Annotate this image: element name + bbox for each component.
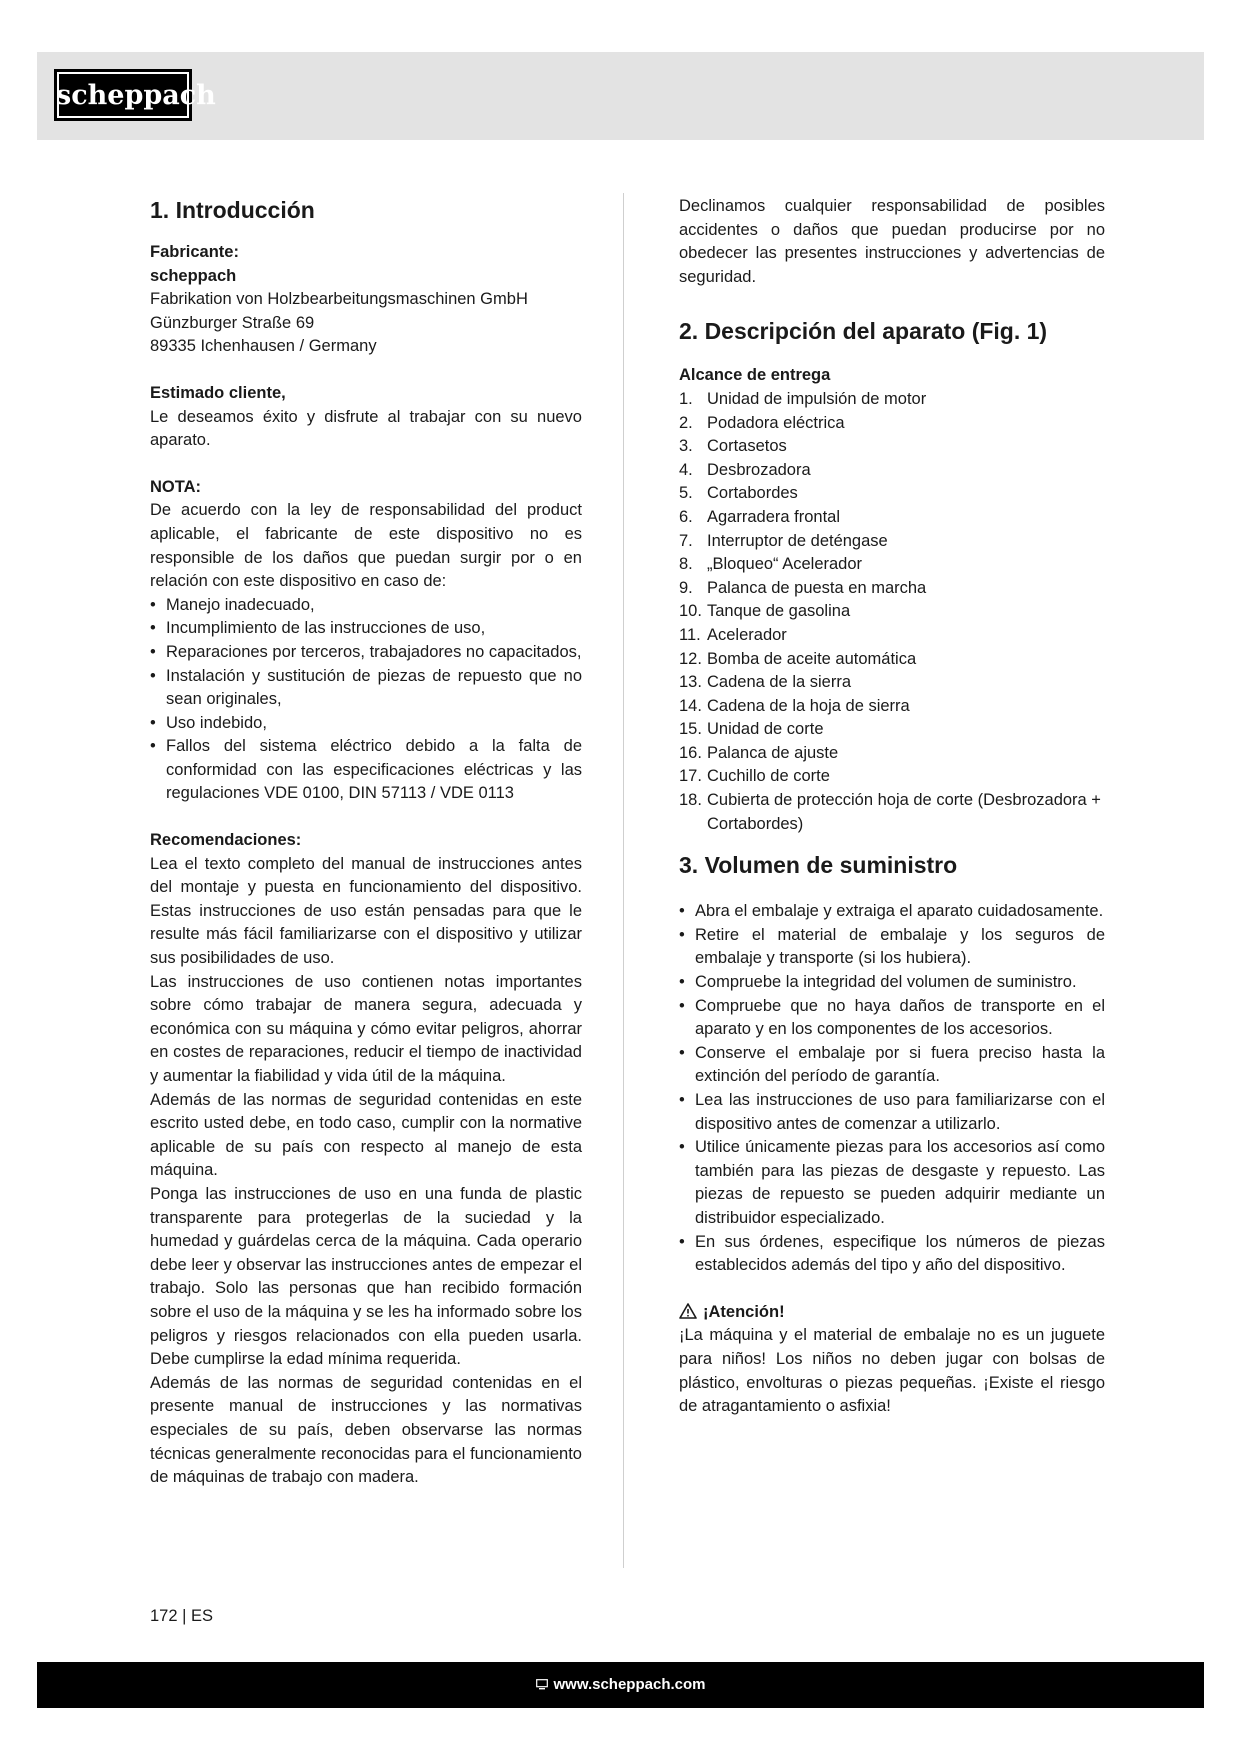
- list-item: 7. Interruptor de deténgase: [679, 531, 888, 550]
- scope-list: [679, 388, 1105, 836]
- customer-title: Estimado cliente,: [150, 383, 286, 402]
- list-item: • Compruebe la integridad del volumen de suministro.: [679, 971, 1105, 995]
- list-item: 13. Cadena de la sierra: [679, 673, 852, 692]
- list-item: 9. Palanca de puesta en marcha: [679, 578, 927, 597]
- warning-title: ¡Atención!: [703, 1302, 785, 1321]
- nota-text: De acuerdo con la ley de responsabilidad del product aplicable, el fabricante de este dispositivo no es responsible de los daños que puedan surgir por o en relación con este dispositivo en caso de:: [150, 501, 582, 591]
- list-item: • Retire el material de embalaje y los seguros de embalaje y transporte (si los hubiera).: [679, 924, 1105, 971]
- warning-text: ¡La máquina y el material de embalaje no es un juguete para niños! Los niños no deben jugar con bolsas de plástico, envolturas o piezas pequeñas. ¡Existe el riesgo de atragantamiento o asfixia!: [679, 1326, 1105, 1416]
- list-item: 11. Acelerador: [679, 625, 787, 644]
- recommendations-block: [150, 829, 582, 1490]
- list-item: 14. Cadena de la hoja de sierra: [679, 696, 910, 715]
- list-item: • Compruebe que no haya daños de transporte en el aparato y en los componentes de los accesorios.: [679, 995, 1105, 1042]
- recommendations-title: Recomendaciones:: [150, 831, 302, 850]
- list-item: 8. „Bloqueo“ Acelerador: [679, 555, 863, 574]
- recommendations-paragraph: Además de las normas de seguridad contenidas en este escrito usted debe, en todo caso, cumplir con la normative aplicable de su país con respecto al manejo de esta máquina.: [150, 1090, 582, 1180]
- list-item: • Reparaciones por terceros, trabajadores no capacitados,: [150, 641, 582, 665]
- list-item: 6. Agarradera frontal: [679, 507, 840, 526]
- list-item: 1. Unidad de impulsión de motor: [679, 389, 927, 408]
- address-line: Fabrikation von Holzbearbeitungsmaschinen GmbH: [150, 290, 528, 309]
- list-item: 2. Podadora eléctrica: [679, 413, 845, 432]
- nota-list: [150, 594, 582, 806]
- list-item: • Incumplimiento de las instrucciones de uso,: [150, 617, 582, 641]
- list-item: • Conserve el embalaje por si fuera preciso hasta la extinción del período de garantía.: [679, 1042, 1105, 1089]
- list-item: 5. Cortabordes: [679, 484, 798, 503]
- scope-title: Alcance de entrega: [679, 366, 831, 385]
- recommendations-paragraph: Además de las normas de seguridad contenidas en el presente manual de instrucciones y las normativas especiales de su país, deben observarse las normas técnicas generalmente reconocidas para el funcionamiento de máquinas de trabajo con madera.: [150, 1373, 582, 1487]
- address-line: Günzburger Straße 69: [150, 313, 315, 332]
- recommendations-paragraph: Ponga las instrucciones de uso en una funda de plastic transparente para protegerlas de la suciedad y la humedad y guárdelas cerca de la máquina. Cada operario debe leer y observar las instrucciones antes de empezar el trabajo. Solo las personas que han recibido formación sobre el uso de la máquina y se les ha informado sobre los peligros y riesgos relacionados con ella pueden usarla. Debe cumplirse la edad mínima requerida.: [150, 1184, 582, 1369]
- manufacturer-block: [150, 241, 582, 359]
- recommendations-paragraph: Las instrucciones de uso contienen notas importantes sobre cómo trabajar de manera segura, adecuada y económica con su máquina y cómo evitar peligros, ahorrar en costes de reparaciones, reducir el tiempo de inactividad y aumentar la fiabilidad y vida útil de la máquina.: [150, 972, 582, 1085]
- right-column: [679, 195, 1105, 1419]
- warning-heading: [679, 1301, 1105, 1325]
- list-item: 17. Cuchillo de corte: [679, 767, 830, 786]
- monitor-icon: [536, 1679, 548, 1690]
- list-item: 3. Cortasetos: [679, 437, 787, 456]
- volume-title: 3. Volumen de suministro: [679, 852, 958, 879]
- customer-text: Le deseamos éxito y disfrute al trabajar con su nuevo aparato.: [150, 407, 582, 450]
- list-item: 4. Desbrozadora: [679, 460, 811, 479]
- recommendations-paragraph: Lea el texto completo del manual de instrucciones antes del montaje y puesta en funcionamiento del dispositivo. Estas instrucciones de uso están pensadas para que le resulte más fácil familiarizarse con el dispositivo y utilizar sus posibilidades de uso.: [150, 854, 582, 968]
- manufacturer-label: Fabricante:: [150, 243, 239, 261]
- nota-block: [150, 476, 582, 806]
- column-divider: [623, 193, 624, 1568]
- list-item: • Utilice únicamente piezas para los accesorios así como también para las piezas de desgaste y repuesto. Las piezas de repuesto se pueden adquirir mediante un distribuidor especializado.: [679, 1136, 1105, 1230]
- address-line: 89335 Ichenhausen / Germany: [150, 337, 377, 356]
- list-item: • Uso indebido,: [150, 712, 582, 736]
- list-item: • Abra el embalaje y extraiga el aparato cuidadosamente.: [679, 900, 1105, 924]
- warning-triangle-icon: [679, 1303, 697, 1319]
- list-item: • Lea las instrucciones de uso para familiarizarse con el dispositivo antes de comenzar a utilizarlo.: [679, 1089, 1105, 1136]
- list-item: 18. Cubierta de protección hoja de corte (Desbrozadora + Cortabordes): [679, 791, 1101, 833]
- left-column: [150, 195, 582, 1490]
- intro-title: 1. Introducción: [150, 197, 315, 223]
- customer-block: [150, 382, 582, 453]
- scheppach-logo: scheppach: [54, 69, 192, 121]
- footer-band: [37, 1662, 1204, 1708]
- list-item: • En sus órdenes, especifique los números de piezas establecidos además del tipo y año del dispositivo.: [679, 1231, 1105, 1278]
- website-link[interactable]: www.scheppach.com: [553, 1676, 706, 1693]
- list-item: • Manejo inadecuado,: [150, 594, 582, 618]
- nota-title: NOTA:: [150, 477, 202, 496]
- manufacturer-name: scheppach: [150, 266, 237, 285]
- disclaimer-text: Declinamos cualquier responsabilidad de posibles accidentes o daños que puedan producirse por no obedecer las presentes instrucciones y advertencias de seguridad.: [679, 197, 1105, 286]
- volume-list: [679, 900, 1105, 1278]
- list-item: 12. Bomba de aceite automática: [679, 649, 917, 668]
- list-item: 10. Tanque de gasolina: [679, 602, 851, 621]
- description-title: 2. Descripción del aparato (Fig. 1): [679, 318, 1048, 345]
- list-item: 15. Unidad de corte: [679, 720, 824, 739]
- list-item: 16. Palanca de ajuste: [679, 743, 839, 762]
- list-item: • Fallos del sistema eléctrico debido a la falta de conformidad con las especificaciones eléctricas y las regulaciones VDE 0100, DIN 57113 / VDE 0113: [150, 735, 582, 806]
- page-number: 172 | ES: [150, 1607, 213, 1625]
- list-item: • Instalación y sustitución de piezas de repuesto que no sean originales,: [150, 665, 582, 712]
